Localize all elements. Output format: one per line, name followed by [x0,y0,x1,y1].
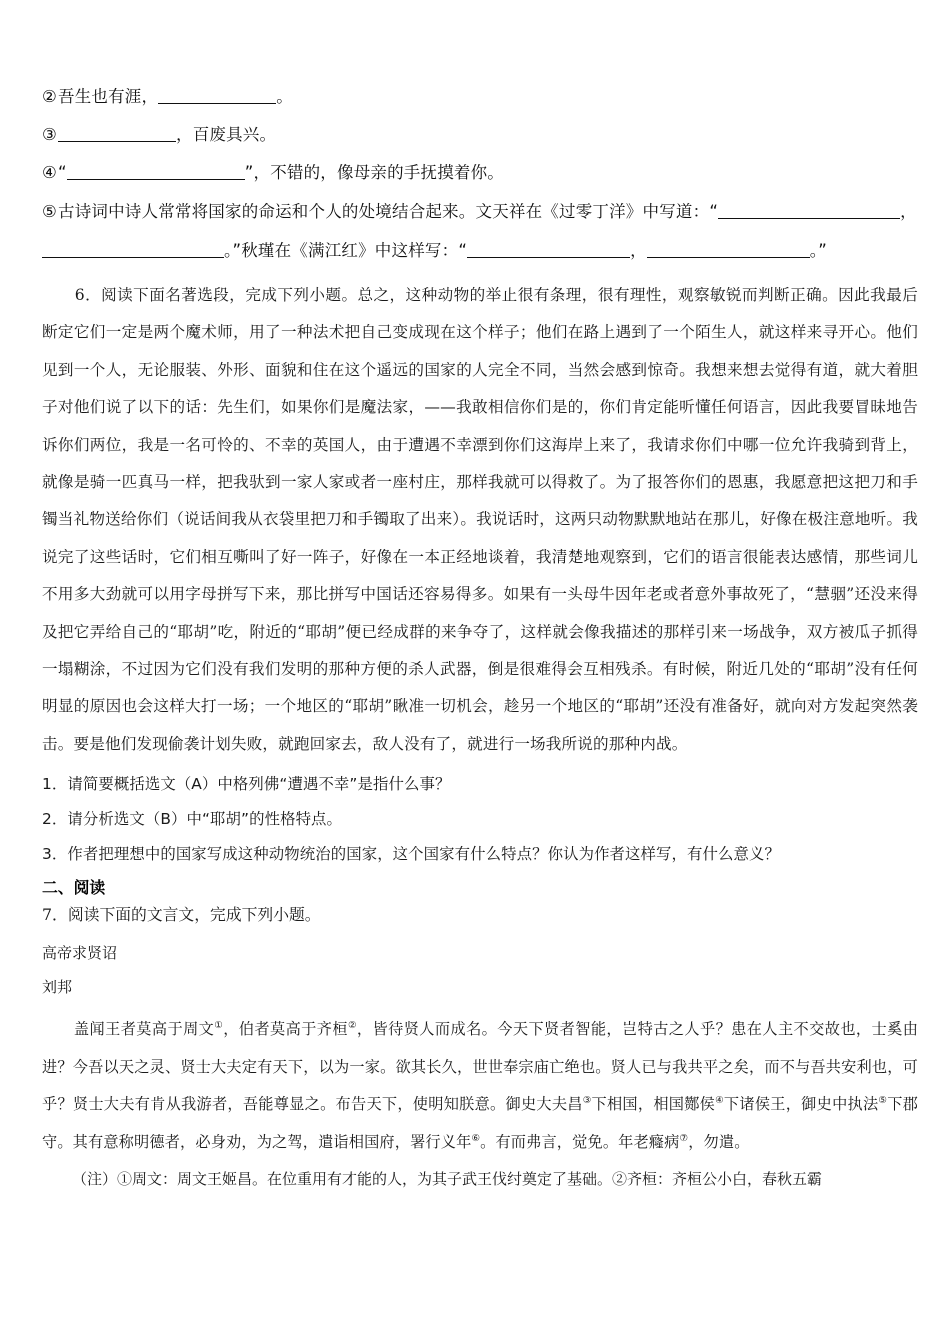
footnote-marker-4: ④ [715,1095,724,1107]
item-4-quote-close: ” [244,163,254,182]
item-5-quote-open-2: “ [458,241,468,260]
fill-blank-item-5 [42,192,918,270]
sub-question-3: 3．作者把理想中的国家写成这种动物统治的国家，这个国家有什么特点？你认为作者这样写，有什么意义？ [42,845,780,864]
footnote-marker-5: ⑤ [878,1095,888,1107]
item-5-mid: 秋瑾在《满江红》中这样写： [241,241,459,260]
classical-part-8: ，勿遣。 [688,1132,750,1151]
item-5-comma-1: ， [900,202,917,221]
classical-text-author: 刘邦 [42,978,73,997]
classical-passage [42,1011,918,1161]
question-6-block [42,277,918,763]
answer-blank-5a[interactable] [718,218,900,219]
question-6-number: 6． [74,286,102,304]
fill-blank-item-2 [42,78,918,116]
item-marker-2: ② [42,87,57,106]
classical-text-title: 高帝求贤诏 [42,944,118,963]
question-6-passage: 总之，这种动物的举止很有条理，很有理性，观察敏锐而判断正确。因此我最后断定它们一定是两个魔术师，用了一种法术把自己变成现在这个样子；他们在路上遇到了一个陌生人，就这样来寻开心。他们见到一个人，无论服装、外形、面貌和住在这个遥远的国家的人完全不同，当然会感到惊奇。我想来想去觉得有道，就大着胆子对他们说了以下的话：先生们，如果你们是魔法家，——我敢相信你们是的，你们肯定能听懂任何语言，因此我要冒昧地告诉你们两位，我是一名可怜的、不幸的英国人，由于遭遇不幸漂到你们这海岸上来了，我请求你们中哪一位允许我骑到背上，就像是骑一匹真马一样，把我驮到一家人家或者一座村庄，那样我就可以得救了。为了报答你们的恩惠，我愿意把这把刀和手镯当礼物送给你们（说话间我从衣袋里把刀和手镯取了出来）。我说话时，这两只动物默默地站在那儿，好像在极注意地听。我说完了这些话时，它们相互嘶叫了好一阵子，好像在一本正经地谈着，我清楚地观察到，它们的语言很能表达感情，那些词儿不用多大劲就可以用字母拼写下来，那比拼写中国话还容易得多。如果有一头母牛因年老或者意外事故死了，“慧骃”还没来得及把它弄给自己的“耶胡”吃，附近的“耶胡”便已经成群的来争夺了，这样就会像我描述的那样引来一场战争，双方被瓜子抓得一塌糊涂，不过因为它们没有我们发明的那种方便的杀人武器，倒是很难得会互相残杀。有时候，附近几处的“耶胡”没有任何明显的原因也会这样大打一场；一个地区的“耶胡”瞅准一切机会，趁另一个地区的“耶胡”还没有准备好，就向对方发起突然袭击。要是他们发现偷袭计划失败，就跑回家去，敌人没有了，就进行一场我所说的那种内战。 [42,286,918,753]
sub-question-list [42,767,918,872]
item-5-end-2: 。 [809,241,819,260]
question-6-prompt: 阅读下面名著选段，完成下列小题。 [101,286,358,304]
spacer [42,270,918,277]
item-4-text-after: ，不错的，像母亲的手抚摸着你。 [253,163,504,182]
classical-part-4: 下相国，相国酂侯 [591,1095,716,1114]
sub-question-2: 2．请分析选文（B）中“耶胡”的性格特点。 [42,810,343,829]
item-5-comma-2: ， [630,241,647,260]
item-2-text-after: 。 [276,87,293,106]
item-4-quote-open: “ [58,163,67,182]
item-2-text-before: 吾生也有涯， [58,87,159,106]
answer-blank-5d[interactable] [647,257,810,258]
item-marker-4: ④ [42,163,57,182]
classical-part-6: 下郡守。其有意称明德者，必身劝，为之驾，遣诣相国府，署行义年 [42,1095,918,1151]
footnote-marker-3: ③ [582,1095,592,1107]
spacer-2 [42,929,918,936]
footnote-marker-7: ⑦ [679,1132,689,1144]
answer-blank-5b[interactable] [42,257,224,258]
answer-blank-3[interactable] [58,141,176,142]
fill-blank-item-4 [42,154,918,192]
answer-blank-4[interactable] [67,179,245,180]
footnote-marker-1: ① [214,1020,224,1032]
classical-part-2: ，伯者莫高于齐桓 [223,1020,348,1039]
item-5-quote-close-1: ” [232,241,242,260]
fill-blank-item-3 [42,116,918,154]
item-5-end-1: 。 [224,241,233,260]
sub-question-1: 1．请简要概括选文（A）中格列佛“遭遇不幸”是指什么事？ [42,775,451,794]
classical-part-3: ，皆待贤人而成名。今天下贤者智能，岂特古之人乎？患在人主不交故也，士奚由进？今吾以天之灵、贤士大夫定有天下，以为一家。欲其长久，世世奉宗庙亡绝也。贤人已与我共平之矣，而不与吾共安利也，可乎？贤士大夫有肯从我游者，吾能尊显之。布告天下，使明知朕意。御史大夫昌 [42,1020,919,1114]
item-marker-5: ⑤ [42,202,57,221]
item-5-quote-close-2: ” [818,241,827,260]
spacer-3 [42,1004,918,1011]
item-5-lead: 古诗词中诗人常常将国家的命运和个人的处境结合起来。文天祥在《过零丁洋》中写道： [58,202,710,221]
footnote-marker-6: ⑥ [471,1132,481,1144]
footnote-text: （注）①周文：周文王姬昌。在位重用有才能的人，为其子武王伐纣奠定了基础。②齐桓：齐桓公小白，春秋五霸 [72,1169,823,1188]
classical-part-5: 下诸侯王，御史中执法 [723,1095,879,1114]
footnote-marker-2: ② [347,1020,357,1032]
section-heading-2: 二、阅读 [42,878,106,898]
item-5-quote-open-1: “ [709,202,719,221]
classical-part-7: 。有而弗言，觉免。年老癃病 [480,1132,680,1151]
question-7-prompt: 7．阅读下面的文言文，完成下列小题。 [42,905,321,925]
fill-blank-section [42,78,918,270]
answer-blank-5c[interactable] [467,257,630,258]
item-marker-3: ③ [42,125,57,144]
answer-blank-2[interactable] [158,103,276,104]
item-3-text-after: ，百废具兴。 [176,125,277,144]
classical-part-1: 盖闻王者莫高于周文 [73,1020,215,1039]
